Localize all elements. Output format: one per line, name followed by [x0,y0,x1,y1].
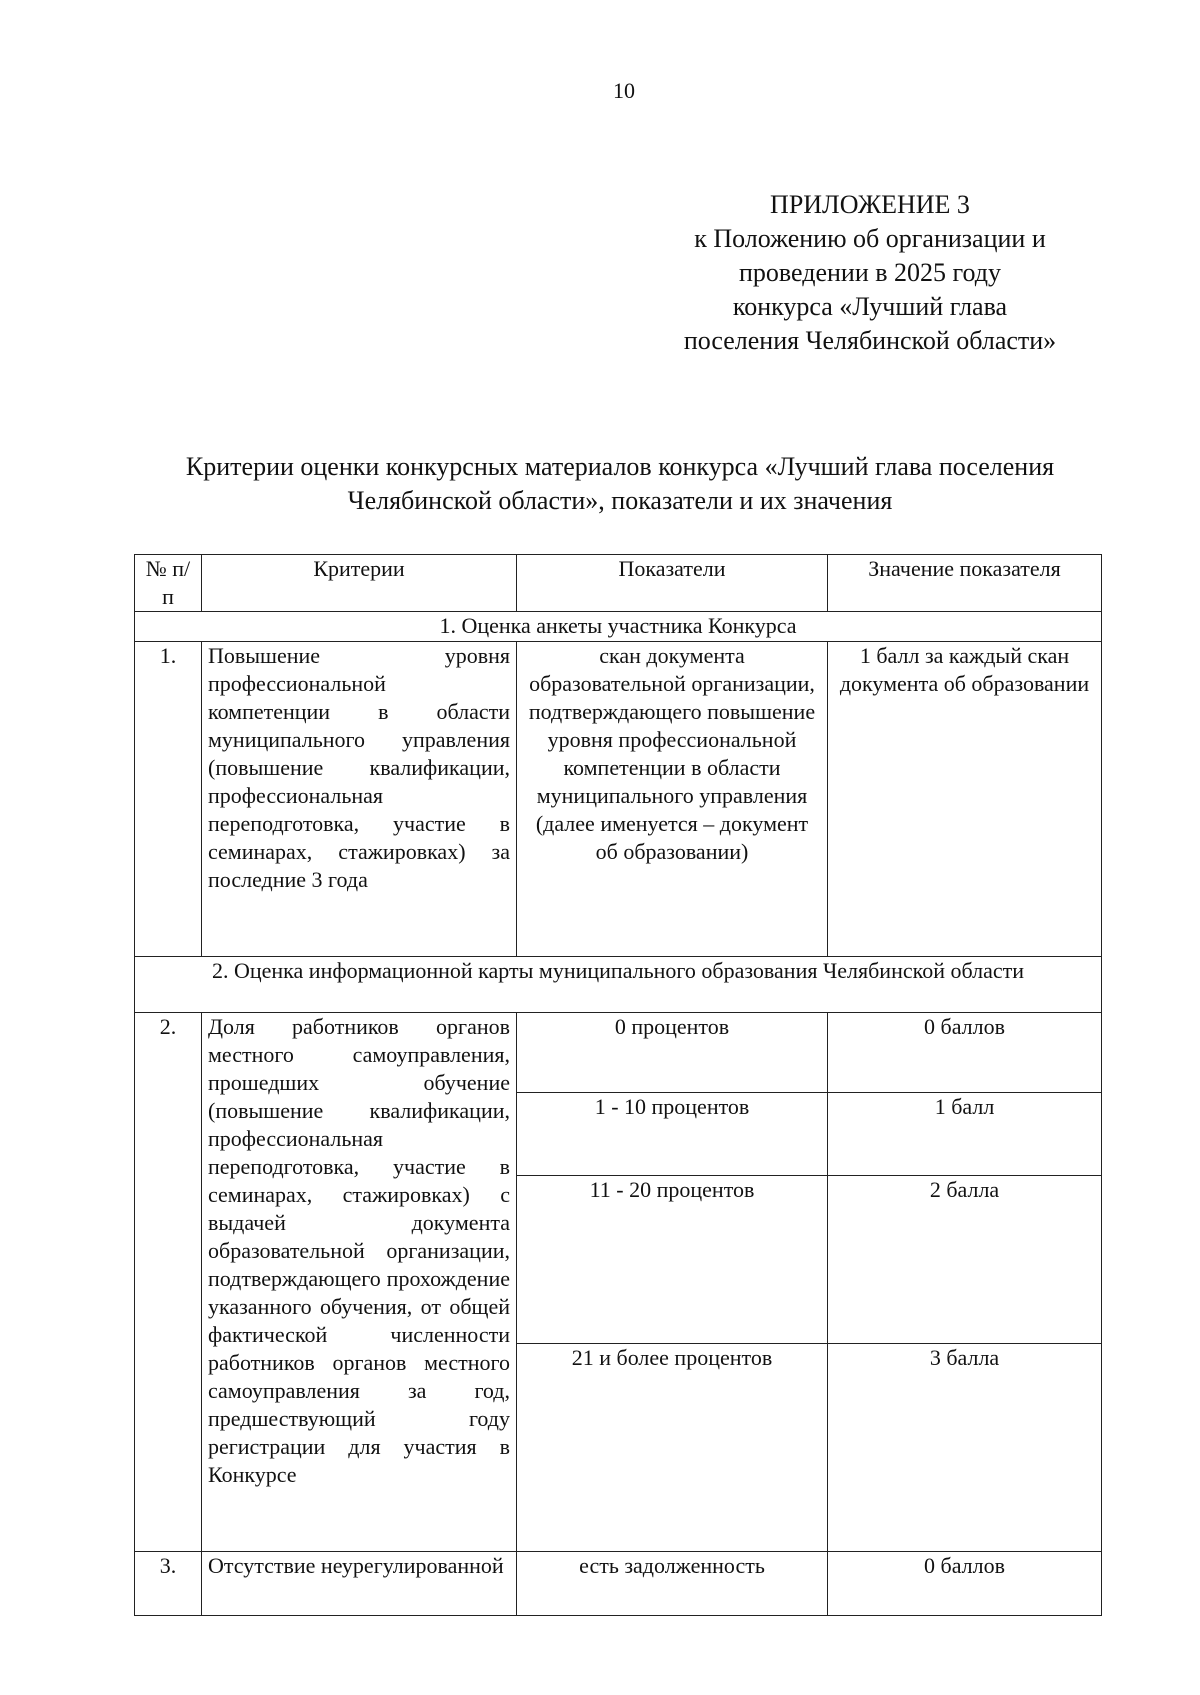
table-row [135,1552,1102,1616]
row-2-value-3: 2 балла [828,1176,1102,1344]
row-2-indicator-3: 11 - 20 процентов [517,1176,828,1344]
row-2-indicator-4: 21 и более процентов [517,1344,828,1552]
criteria-table [134,554,1102,1616]
row-2-num: 2. [135,1013,202,1552]
row-1-indicator: скан документа образовательной организации, подтверждающего повышение уровня профессиональной компетенции в области муниципального управления (далее именуется – документ об образовании) [517,642,828,957]
title-line: Критерии оценки конкурсных материалов конкурса «Лучший глава поселения [185,452,1055,481]
appendix-line: к Положению об организации и [694,224,1046,253]
header-value: Значение показателя [828,555,1102,612]
row-2-value-4: 3 балла [828,1344,1102,1552]
header-num: № п/п [135,555,202,612]
row-3-value: 0 баллов [828,1552,1102,1616]
appendix-heading [640,188,1100,358]
row-2-value-1: 0 баллов [828,1013,1102,1093]
row-2-indicator-2: 1 - 10 процентов [517,1093,828,1176]
title-line: Челябинской области», показатели и их значения [347,486,893,515]
row-1-criteria: Повышение уровня профессиональной компетенции в области муниципального управления (повышение квалификации, профессиональная переподготовка, участие в семинарах, стажировках) за последние 3 года [202,642,517,957]
table-header-row [135,555,1102,612]
row-2-indicator-1: 0 процентов [517,1013,828,1093]
row-3-num: 3. [135,1552,202,1616]
section-1-title: 1. Оценка анкеты участника Конкурса [135,612,1102,642]
table-row [135,642,1102,957]
section-2-title: 2. Оценка информационной карты муниципального образования Челябинской области [135,957,1102,1013]
section-row [135,612,1102,642]
appendix-line: поселения Челябинской области» [683,326,1057,355]
row-3-indicator: есть задолженность [517,1552,828,1616]
appendix-line: проведении в 2025 году [738,258,1002,287]
section-row [135,957,1102,1013]
appendix-line: ПРИЛОЖЕНИЕ 3 [770,190,970,219]
header-indicators: Показатели [517,555,828,612]
row-2-criteria: Доля работников органов местного самоуправления, прошедших обучение (повышение квалификации, профессиональная переподготовка, участие в семинарах, стажировках) с выдачей документа образовательной организации, подтверждающего прохождение указанного обучения, от общей фактической численности работников органов местного самоуправления за год, предшествующий году регистрации для участия в Конкурсе [202,1013,517,1552]
appendix-line: конкурса «Лучший глава [732,292,1008,321]
page-number: 10 [613,78,635,103]
row-3-criteria: Отсутствие неурегулированной [202,1552,517,1616]
document-title [120,450,1120,518]
row-1-num: 1. [135,642,202,957]
row-2-value-2: 1 балл [828,1093,1102,1176]
table-row [135,1013,1102,1093]
row-1-value: 1 балл за каждый скан документа об образовании [828,642,1102,957]
header-criteria: Критерии [202,555,517,612]
